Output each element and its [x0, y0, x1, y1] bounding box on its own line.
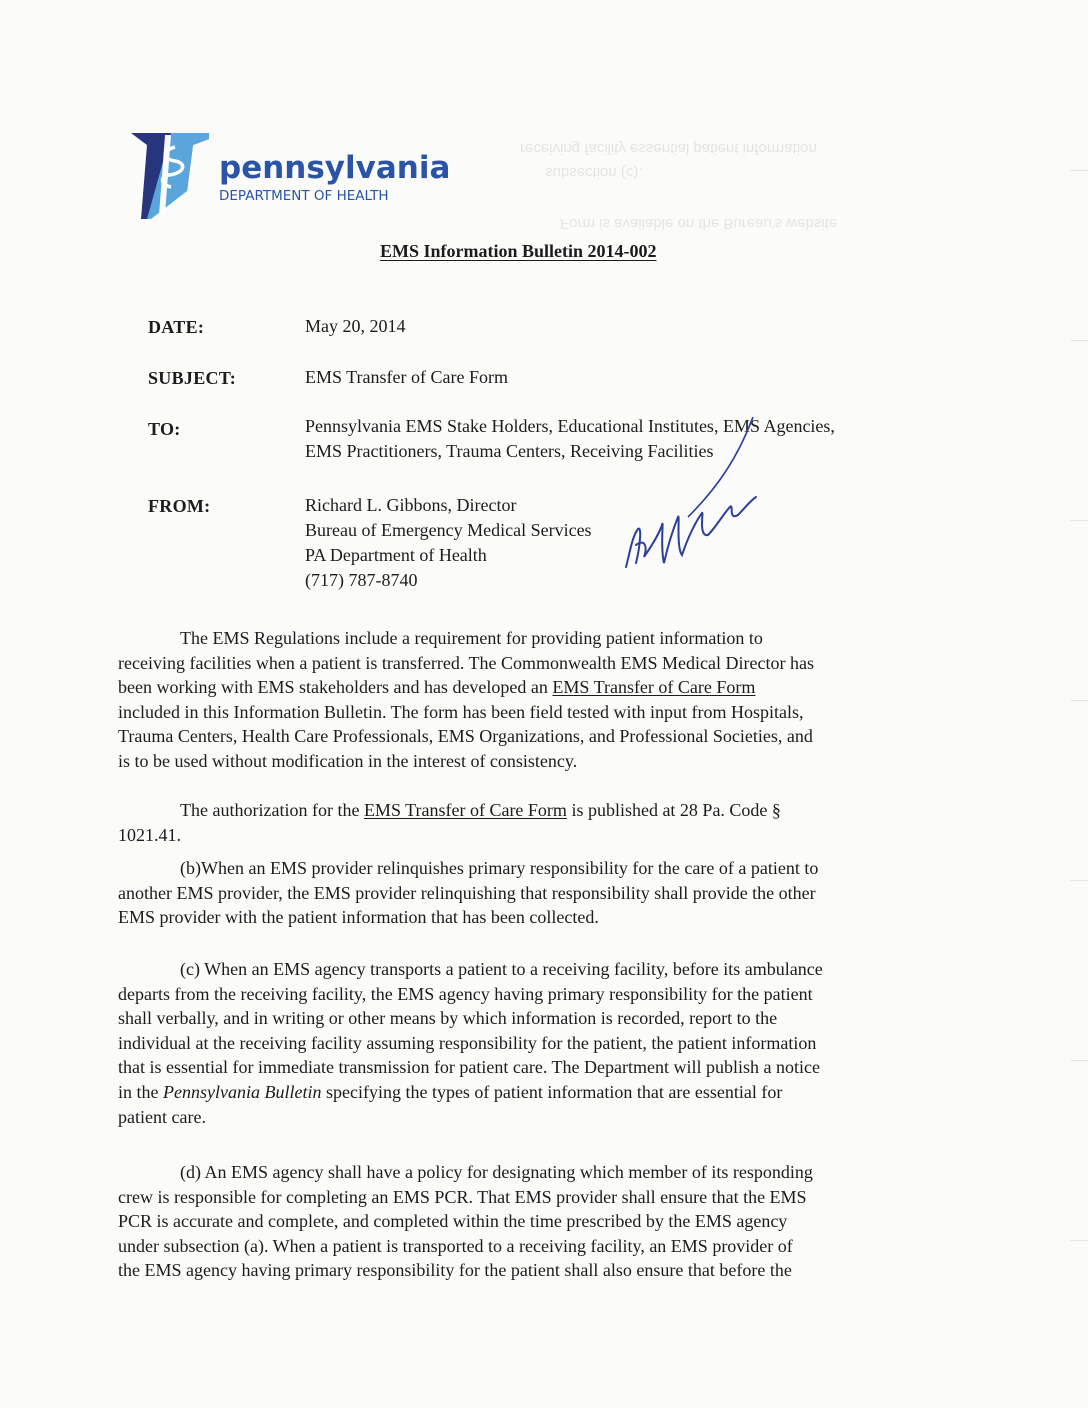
- page-edge-mark: [1070, 340, 1088, 341]
- date-value: May 20, 2014: [305, 316, 406, 336]
- text-line: the EMS agency having primary responsibility for the patient shall also ensure that before the: [118, 1260, 792, 1281]
- from-label: FROM:: [148, 496, 211, 516]
- text-line: patient care.: [118, 1106, 206, 1127]
- text-line: included in this Information Bulletin. The form has been field tested with input from Hospitals,: [118, 701, 804, 722]
- page-edge-mark: [1070, 880, 1088, 881]
- text-line: PCR is accurate and complete, and completed within the time prescribed by the EMS agency: [118, 1211, 788, 1232]
- date-label: DATE:: [148, 317, 205, 337]
- pa-health-logo: [131, 133, 461, 223]
- page-edge-mark: [1070, 520, 1088, 521]
- publication-name: Pennsylvania Bulletin: [163, 1081, 322, 1102]
- text-line: another EMS provider, the EMS provider relinquishing that responsibility shall provide the other: [118, 882, 816, 903]
- text-line: Trauma Centers, Health Care Professionals, EMS Organizations, and Professional Societies, and: [118, 726, 813, 747]
- bulletin-title: EMS Information Bulletin 2014-002: [380, 241, 657, 261]
- bleed-through-text: Form is available on the Bureau's website: [560, 215, 838, 232]
- handwritten-signature: [618, 417, 768, 577]
- regulation-d-paragraph: [118, 1160, 938, 1283]
- from-line: PA Department of Health: [305, 545, 487, 565]
- regulation-c-paragraph: [118, 957, 938, 1129]
- text-line: [118, 798, 938, 823]
- regulation-b-paragraph: [118, 856, 938, 930]
- page-edge-mark: [1070, 700, 1088, 701]
- form-title-underlined: EMS Transfer of Care Form: [363, 800, 567, 820]
- text-span: is published at 28 Pa. Code §: [566, 800, 781, 820]
- bleed-through-text: subsection (c).: [545, 164, 643, 181]
- to-line: Pennsylvania EMS Stake Holders, Educational Institutes, EMS Agencies,: [305, 416, 835, 436]
- subject-value: EMS Transfer of Care Form: [305, 367, 508, 387]
- from-line: Richard L. Gibbons, Director: [305, 495, 517, 515]
- text-line: that is essential for immediate transmission for patient care. The Department will publish a notice: [118, 1057, 820, 1078]
- from-value: [305, 493, 592, 593]
- logo-wordmark: pennsylvania: [219, 150, 451, 186]
- text-span: in the: [118, 1081, 163, 1102]
- text-line: (c) When an EMS agency transports a patient to a receiving facility, before its ambulance: [180, 959, 823, 979]
- text-line: (d) An EMS agency shall have a policy for designating which member of its responding: [180, 1162, 813, 1182]
- from-line: Bureau of Emergency Medical Services: [305, 520, 592, 540]
- text-line: departs from the receiving facility, the EMS agency having primary responsibility for the patient: [118, 983, 813, 1004]
- authorization-paragraph: [118, 798, 938, 847]
- text-line: (b)When an EMS provider relinquishes primary responsibility for the care of a patient to: [180, 858, 819, 878]
- text-line: receiving facilities when a patient is transferred. The Commonwealth EMS Medical Director has: [118, 652, 814, 673]
- text-line: EMS provider with the patient information that has been collected.: [118, 907, 599, 928]
- from-line: (717) 787-8740: [305, 570, 418, 590]
- keystone-icon: [131, 133, 221, 223]
- to-line: EMS Practitioners, Trauma Centers, Receiving Facilities: [305, 441, 714, 461]
- page-edge-mark: [1070, 1060, 1088, 1061]
- text-line: [118, 1080, 938, 1105]
- page-edge-mark: [1070, 170, 1088, 171]
- text-span: specifying the types of patient information that are essential for: [321, 1081, 783, 1102]
- subject-label: SUBJECT:: [148, 368, 237, 388]
- page-edge-mark: [1070, 1240, 1088, 1241]
- text-span: The authorization for the: [180, 800, 364, 820]
- text-line: under subsection (a). When a patient is transported to a receiving facility, an EMS provider of: [118, 1235, 793, 1256]
- text-line: shall verbally, and in writing or other means by which information is recorded, report to the: [118, 1008, 778, 1029]
- bleed-through-text: receiving facility essential patient information: [520, 140, 817, 157]
- text-line: crew is responsible for completing an EMS PCR. That EMS provider shall ensure that the EMS: [118, 1186, 807, 1207]
- text-line: The EMS Regulations include a requirement for providing patient information to: [180, 628, 763, 648]
- text-span: been working with EMS stakeholders and has developed an: [118, 677, 553, 698]
- text-line: is to be used without modification in the interest of consistency.: [118, 750, 578, 771]
- text-line: [118, 675, 938, 700]
- logo-department: DEPARTMENT OF HEALTH: [219, 188, 389, 204]
- to-label: TO:: [148, 419, 181, 439]
- text-line: individual at the receiving facility assuming responsibility for the patient, the patient information: [118, 1032, 817, 1053]
- intro-paragraph: [118, 626, 938, 774]
- form-title-underlined: EMS Transfer of Care Form: [552, 677, 756, 698]
- text-line: 1021.41.: [118, 824, 181, 845]
